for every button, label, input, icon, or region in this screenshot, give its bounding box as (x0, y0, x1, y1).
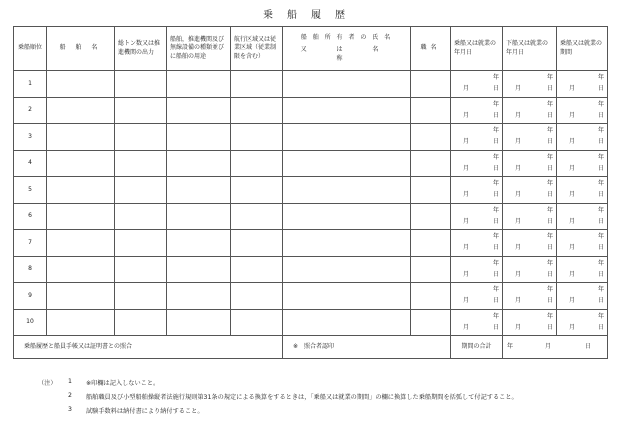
month-unit: 月 (569, 297, 576, 305)
position-cell[interactable] (411, 124, 451, 151)
type-cell[interactable] (167, 230, 231, 257)
table-row (14, 230, 608, 257)
board-date-cell[interactable] (451, 124, 503, 151)
footer-cert-label: 乗船履歴と船員手帳又は証明書との照合 (14, 336, 283, 359)
month-unit: 月 (515, 217, 522, 225)
area-cell[interactable] (231, 177, 283, 204)
ship-name-cell[interactable] (47, 124, 115, 151)
day-unit: 日 (492, 244, 499, 252)
day-unit: 日 (546, 111, 553, 119)
type-cell[interactable] (167, 71, 231, 98)
month-unit: 月 (569, 270, 576, 278)
year-unit: 年 (492, 100, 499, 108)
ship-name-cell[interactable] (47, 177, 115, 204)
month-unit: 月 (463, 270, 470, 278)
row-number: 3 (14, 124, 47, 151)
row-number: 10 (14, 309, 47, 336)
month-unit: 月 (463, 85, 470, 93)
month-unit: 月 (463, 323, 470, 331)
type-cell[interactable] (167, 203, 231, 230)
year-unit: 年 (492, 206, 499, 214)
position-cell[interactable] (411, 177, 451, 204)
footer-row (14, 336, 608, 359)
table-row (14, 97, 608, 124)
month-unit: 月 (463, 191, 470, 199)
leave-date-cell[interactable] (503, 97, 557, 124)
month-unit: 月 (515, 191, 522, 199)
position-cell[interactable] (411, 230, 451, 257)
owner-cell[interactable] (283, 71, 411, 98)
note-text: 船舶職員及び小型船舶操縦者法施行規則第31条の規定による換算をするときは，「乗船又は就業の期間」の欄に換算した乗船期間を括弧して付記すること。 (86, 394, 518, 401)
year-unit: 年 (546, 100, 553, 108)
year-unit: 年 (492, 312, 499, 320)
area-cell[interactable] (231, 230, 283, 257)
period-cell[interactable] (557, 97, 608, 124)
leave-date-cell[interactable] (503, 230, 557, 257)
leave-date-cell[interactable] (503, 309, 557, 336)
type-cell[interactable] (167, 97, 231, 124)
owner-cell[interactable] (283, 283, 411, 310)
row-number: 1 (14, 71, 47, 98)
year-unit: 年 (597, 312, 604, 320)
position-cell[interactable] (411, 71, 451, 98)
ship-name-cell[interactable] (47, 230, 115, 257)
area-cell[interactable] (231, 203, 283, 230)
board-date-cell[interactable] (451, 203, 503, 230)
tonnage-cell[interactable] (115, 256, 167, 283)
year-unit: 年 (597, 74, 604, 81)
month-unit: 月 (463, 164, 470, 172)
month-unit: 月 (569, 217, 576, 225)
type-cell[interactable] (167, 309, 231, 336)
owner-cell[interactable] (283, 150, 411, 177)
board-date-cell[interactable] (451, 71, 503, 98)
footer-total-day: 日 (585, 342, 592, 350)
header-rank: 乗船順位 (14, 27, 47, 71)
position-cell[interactable] (411, 283, 451, 310)
month-unit: 月 (463, 138, 470, 146)
area-cell[interactable] (231, 283, 283, 310)
tonnage-cell[interactable] (115, 177, 167, 204)
day-unit: 日 (546, 297, 553, 305)
year-unit: 年 (597, 127, 604, 134)
day-unit: 日 (546, 323, 553, 331)
form-title: 乗船履歴 (263, 10, 359, 21)
year-unit: 年 (492, 233, 499, 240)
header-tonnage: 総トン数又は推進機関の出力 (115, 27, 167, 71)
year-unit: 年 (546, 233, 553, 240)
board-date-cell[interactable] (451, 283, 503, 310)
year-unit: 年 (546, 286, 553, 293)
day-unit: 日 (597, 217, 604, 225)
month-unit: 月 (569, 191, 576, 199)
year-unit: 年 (492, 259, 499, 267)
year-unit: 年 (597, 100, 604, 108)
period-cell[interactable] (557, 256, 608, 283)
month-unit: 月 (569, 138, 576, 146)
year-unit: 年 (492, 180, 499, 187)
header-area: 航行区域又は従業区域（従業制限を含む） (231, 27, 283, 71)
year-unit: 年 (546, 180, 553, 187)
ship-name-cell[interactable] (47, 309, 115, 336)
day-unit: 日 (492, 323, 499, 331)
day-unit: 日 (597, 270, 604, 278)
day-unit: 日 (546, 244, 553, 252)
month-unit: 月 (463, 111, 470, 119)
table-row (14, 150, 608, 177)
year-unit: 年 (546, 259, 553, 267)
leave-date-cell[interactable] (503, 150, 557, 177)
month-unit: 月 (463, 217, 470, 225)
header-type: 船舶，推進機関及び無線設備の種類並びに船舶の用途 (167, 27, 231, 71)
board-date-cell[interactable] (451, 150, 503, 177)
day-unit: 日 (492, 191, 499, 199)
header-owner-line1: 船 舶 所 有 者 の 氏 名 (300, 34, 393, 42)
month-unit: 月 (515, 164, 522, 172)
year-unit: 年 (597, 233, 604, 240)
note-text: 試験手数料は納付書により納付すること。 (86, 408, 204, 415)
position-cell[interactable] (411, 150, 451, 177)
row-number: 5 (14, 177, 47, 204)
period-cell[interactable] (557, 203, 608, 230)
day-unit: 日 (597, 164, 604, 172)
tonnage-cell[interactable] (115, 150, 167, 177)
board-date-cell[interactable] (451, 256, 503, 283)
position-cell[interactable] (411, 256, 451, 283)
year-unit: 年 (546, 74, 553, 81)
board-date-cell[interactable] (451, 97, 503, 124)
header-board-date: 乗船又は就業の年月日 (451, 27, 503, 71)
year-unit: 年 (597, 153, 604, 161)
tonnage-cell[interactable] (115, 124, 167, 151)
day-unit: 日 (492, 270, 499, 278)
table-body (14, 71, 608, 336)
year-unit: 年 (597, 259, 604, 267)
period-cell[interactable] (557, 150, 608, 177)
period-cell[interactable] (557, 124, 608, 151)
day-unit: 日 (492, 297, 499, 305)
year-unit: 年 (546, 127, 553, 134)
table-row (14, 124, 608, 151)
row-number: 7 (14, 230, 47, 257)
board-date-cell[interactable] (451, 177, 503, 204)
month-unit: 月 (515, 111, 522, 119)
tonnage-cell[interactable] (115, 203, 167, 230)
day-unit: 日 (597, 85, 604, 93)
day-unit: 日 (597, 323, 604, 331)
month-unit: 月 (569, 111, 576, 119)
period-cell[interactable] (557, 283, 608, 310)
day-unit: 日 (492, 85, 499, 93)
month-unit: 月 (569, 244, 576, 252)
leave-date-cell[interactable] (503, 71, 557, 98)
note-text: ※印欄は記入しないこと。 (86, 380, 160, 387)
area-cell[interactable] (231, 256, 283, 283)
year-unit: 年 (597, 286, 604, 293)
type-cell[interactable] (167, 177, 231, 204)
month-unit: 月 (515, 244, 522, 252)
tonnage-cell[interactable] (115, 309, 167, 336)
day-unit: 日 (546, 270, 553, 278)
area-cell[interactable] (231, 309, 283, 336)
type-cell[interactable] (167, 124, 231, 151)
tonnage-cell[interactable] (115, 71, 167, 98)
ship-name-cell[interactable] (47, 97, 115, 124)
area-cell[interactable] (231, 71, 283, 98)
year-unit: 年 (492, 127, 499, 134)
owner-cell[interactable] (283, 124, 411, 151)
area-cell[interactable] (231, 150, 283, 177)
table-row (14, 309, 608, 336)
header-period: 乗船又は就業の期間 (557, 27, 608, 71)
table-row (14, 177, 608, 204)
position-cell[interactable] (411, 203, 451, 230)
year-unit: 年 (597, 206, 604, 214)
day-unit: 日 (546, 217, 553, 225)
owner-cell[interactable] (283, 256, 411, 283)
year-unit: 年 (597, 180, 604, 187)
row-number: 8 (14, 256, 47, 283)
header-owner-line2: 又 は 名 称 (300, 46, 393, 62)
header-ship-name: 船 舶 名 (47, 27, 115, 71)
board-date-cell[interactable] (451, 230, 503, 257)
tonnage-cell[interactable] (115, 230, 167, 257)
month-unit: 月 (569, 85, 576, 93)
owner-cell[interactable] (283, 230, 411, 257)
footer-total-year: 年 (507, 342, 514, 350)
year-unit: 年 (492, 153, 499, 161)
month-unit: 月 (515, 270, 522, 278)
ship-name-cell[interactable] (47, 150, 115, 177)
period-cell[interactable] (557, 309, 608, 336)
day-unit: 日 (546, 164, 553, 172)
boarding-history-table (13, 26, 608, 359)
area-cell[interactable] (231, 97, 283, 124)
footer-total-month: 月 (545, 342, 552, 350)
row-number: 6 (14, 203, 47, 230)
leave-date-cell[interactable] (503, 203, 557, 230)
leave-date-cell[interactable] (503, 283, 557, 310)
table-row (14, 283, 608, 310)
tonnage-cell[interactable] (115, 97, 167, 124)
position-cell[interactable] (411, 97, 451, 124)
header-owner (283, 27, 411, 71)
day-unit: 日 (492, 138, 499, 146)
month-unit: 月 (515, 85, 522, 93)
day-unit: 日 (492, 217, 499, 225)
day-unit: 日 (492, 111, 499, 119)
table-row (14, 71, 608, 98)
period-cell[interactable] (557, 71, 608, 98)
month-unit: 月 (515, 138, 522, 146)
day-unit: 日 (597, 297, 604, 305)
type-cell[interactable] (167, 283, 231, 310)
day-unit: 日 (546, 85, 553, 93)
ship-name-cell[interactable] (47, 203, 115, 230)
ship-name-cell[interactable] (47, 283, 115, 310)
month-unit: 月 (463, 244, 470, 252)
day-unit: 日 (546, 138, 553, 146)
row-number: 4 (14, 150, 47, 177)
month-unit: 月 (515, 297, 522, 305)
day-unit: 日 (492, 164, 499, 172)
owner-cell[interactable] (283, 203, 411, 230)
year-unit: 年 (546, 153, 553, 161)
day-unit: 日 (597, 244, 604, 252)
note-number: 2 (68, 392, 72, 399)
owner-cell[interactable] (283, 309, 411, 336)
year-unit: 年 (546, 312, 553, 320)
year-unit: 年 (492, 74, 499, 81)
note-number: 3 (68, 406, 72, 413)
footer-verifier-label[interactable]: ※ 照合者認印 (283, 336, 451, 359)
notes-label: （注） (38, 380, 57, 387)
month-unit: 月 (569, 164, 576, 172)
note-number: 1 (68, 378, 72, 385)
month-unit: 月 (515, 323, 522, 331)
year-unit: 年 (492, 286, 499, 293)
period-cell[interactable] (557, 177, 608, 204)
header-leave-date: 下船又は就業の年月日 (503, 27, 557, 71)
owner-cell[interactable] (283, 177, 411, 204)
header-position: 職名 (411, 27, 451, 71)
footer-total-value[interactable] (503, 336, 608, 359)
header-row (14, 27, 608, 71)
day-unit: 日 (597, 191, 604, 199)
type-cell[interactable] (167, 150, 231, 177)
year-unit: 年 (546, 206, 553, 214)
ship-name-cell[interactable] (47, 71, 115, 98)
month-unit: 月 (463, 297, 470, 305)
area-cell[interactable] (231, 124, 283, 151)
month-unit: 月 (569, 323, 576, 331)
footer-total-label: 期間の合計 (451, 336, 503, 359)
board-date-cell[interactable] (451, 309, 503, 336)
position-cell[interactable] (411, 309, 451, 336)
day-unit: 日 (546, 191, 553, 199)
tonnage-cell[interactable] (115, 283, 167, 310)
owner-cell[interactable] (283, 97, 411, 124)
ship-name-cell[interactable] (47, 256, 115, 283)
type-cell[interactable] (167, 256, 231, 283)
day-unit: 日 (597, 111, 604, 119)
row-number: 9 (14, 283, 47, 310)
period-cell[interactable] (557, 230, 608, 257)
leave-date-cell[interactable] (503, 256, 557, 283)
table-row (14, 256, 608, 283)
leave-date-cell[interactable] (503, 177, 557, 204)
leave-date-cell[interactable] (503, 124, 557, 151)
table-row (14, 203, 608, 230)
row-number: 2 (14, 97, 47, 124)
day-unit: 日 (597, 138, 604, 146)
